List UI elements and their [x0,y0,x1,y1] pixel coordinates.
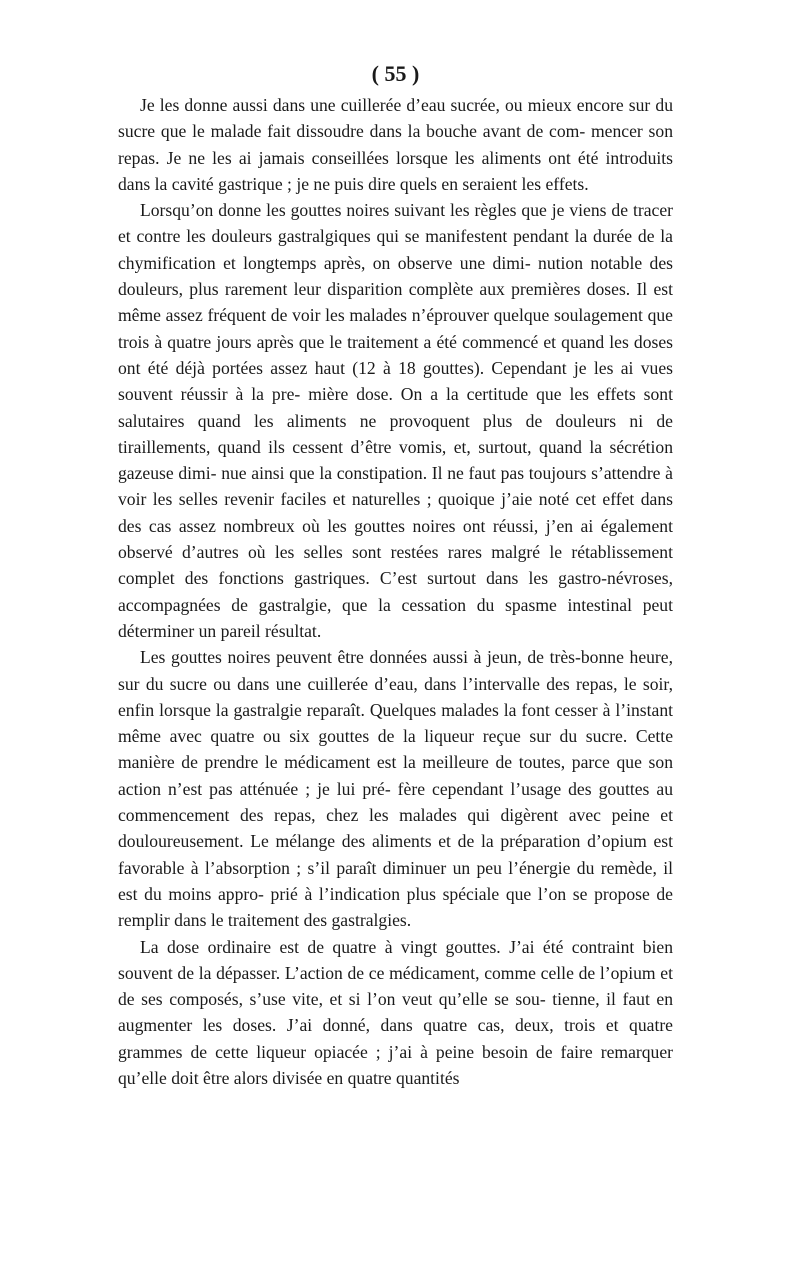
paragraph-4: La dose ordinaire est de quatre à vingt gouttes. J’ai été contraint bien souvent de la dépasser. L’action de ce médicament, comme celle de l’opium et de ses composés, s’use vite, et si l’on veut qu’elle se sou- tienne, il faut en augmenter les doses. J’ai donné, dans quatre cas, deux, trois et quatre grammes de cette liqueur opiacée ; j’ai à peine besoin de faire remarquer qu’elle doit être alors divisée en quatre quantités [118,936,673,1088]
paragraph-2: Lorsqu’on donne les gouttes noires suivant les règles que je viens de tracer et contre les douleurs gastralgiques qui se manifestent pendant la durée de la chymification et longtemps après, on observe une dimi- nution notable des douleurs, plus rarement leur disparition complète aux premières doses. Il est même assez fréquent de voir les malades n’éprouver quelque soulagement que trois à quatre jours après que le traitement a été commencé et quand les doses ont été déjà portées assez haut (12 à 18 gouttes). Cependant je les ai vues souvent réussir à la pre- mière dose. On a la certitude que les effets sont salutaires quand les aliments ne provoquent plus de douleurs ni de tiraillements, quand ils cessent d’être vomis, et, surtout, quand la sécrétion gazeuse dimi- nue ainsi que la constipation. Il ne faut pas toujours s’attendre à voir les selles revenir faciles et naturelles ; quoique j’aie noté cet effet dans des cas assez nombreux où les gouttes noires ont réussi, j’en ai également observé d’autres où les selles sont restées rares malgré le rétablissement complet des fonctions gastriques. C’est surtout dans les gastro-névroses, accompagnées de gastralgie, que la cessation du spasme intestinal peut déterminer un pareil résultat. [118,200,673,641]
paragraph-3: Les gouttes noires peuvent être données aussi à jeun, de très-bonne heure, sur du sucre ou dans une cuillerée d’eau, dans l’intervalle des repas, le soir, enfin lorsque la gastralgie reparaît. Quelques malades la font cesser à l’instant même avec quatre ou six gouttes de la liqueur reçue sur du sucre. Cette manière de prendre le médicament est la meilleure de toutes, parce que son action n’est pas atténuée ; je lui pré- fère cependant l’usage des gouttes au commencement des repas, chez les malades qui digèrent avec peine et douloureusement. Le mélange des aliments et de la préparation d’opium est favorable à l’absorption ; s’il paraît diminuer un peu l’énergie du remède, il est du moins appro- prié à l’indication plus spéciale que l’on se propose de remplir dans le traitement des gastralgies. [118,647,673,931]
paragraph-1: Je les donne aussi dans une cuillerée d’eau sucrée, ou mieux encore sur du sucre que le malade fait dissoudre dans la bouche avant de com- mencer son repas. Je ne les ai jamais conseillées lorsque les aliments ont été introduits dans la cavité gastrique ; je ne puis dire quels en seraient les effets. [118,95,673,194]
page-number: ( 55 ) [371,61,420,86]
book-page [118,58,673,1091]
